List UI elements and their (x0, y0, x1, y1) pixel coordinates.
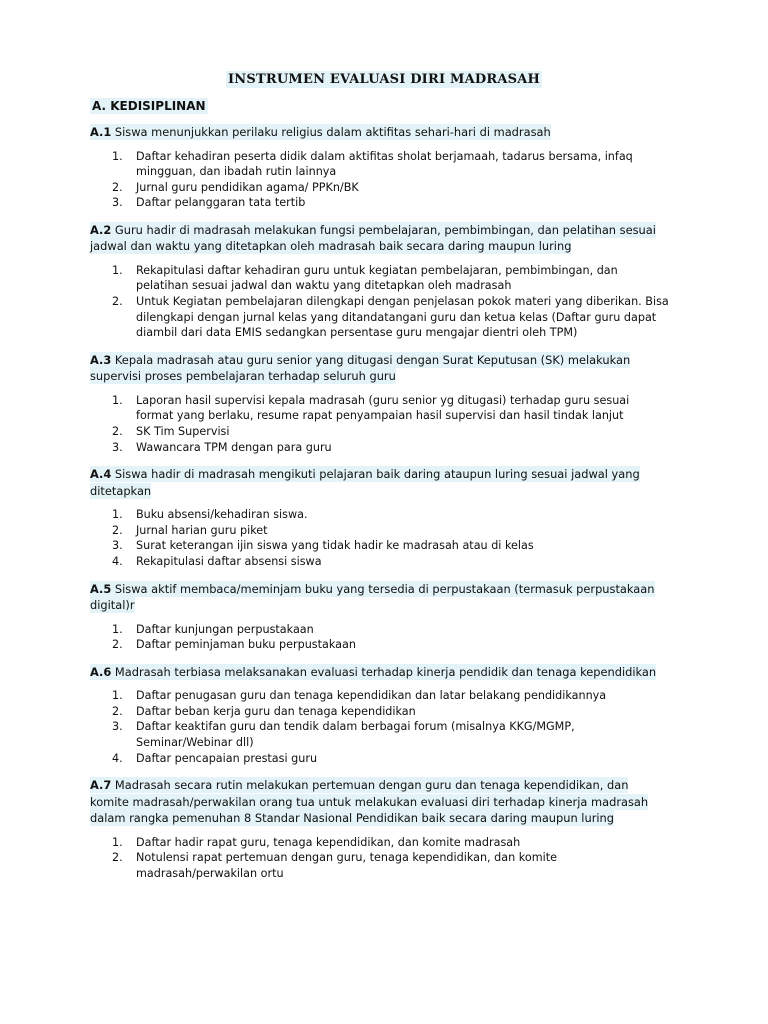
evidence-text: Daftar peminjaman buku perpustakaan (136, 638, 356, 652)
evidence-item (90, 622, 670, 638)
evidence-item (90, 850, 670, 881)
evidence-number: 3. (112, 720, 123, 734)
evidence-list (90, 507, 670, 569)
evidence-text: Daftar keaktifan guru dan tendik dalam berbagai forum (misalnya KKG/MGMP, Seminar/Webinar dll) (136, 720, 575, 750)
evidence-list (90, 263, 670, 341)
criterion-block (90, 664, 670, 766)
evidence-item (90, 538, 670, 554)
criterion-code: A.2 (90, 222, 112, 237)
evidence-number: 2. (112, 523, 123, 537)
evidence-item (90, 180, 670, 196)
evidence-number: 1. (112, 149, 123, 163)
evidence-list (90, 835, 670, 882)
evidence-text: Jurnal harian guru piket (136, 523, 268, 537)
criterion-highlight (90, 466, 640, 499)
evidence-text: SK Tim Supervisi (136, 425, 230, 439)
evidence-text: Untuk Kegiatan pembelajaran dilengkapi dengan penjelasan pokok materi yang diberikan. Bisa dilengkapi dengan jurnal kelas yang ditandatangani guru dan ketua kelas (Daftar guru dapat diambil dari data EMIS sedangkan persentase guru mengajar dientri oleh TPM) (136, 295, 669, 340)
evidence-list (90, 149, 670, 211)
evidence-item (90, 835, 670, 851)
criterion-heading (90, 777, 670, 827)
evidence-text: Wawancara TPM dengan para guru (136, 440, 332, 454)
section-heading (90, 99, 208, 113)
evidence-text: Rekapitulasi daftar absensi siswa (136, 555, 322, 568)
criterion-heading (90, 664, 670, 681)
evidence-item (90, 719, 670, 750)
evidence-item (90, 637, 670, 653)
evidence-item (90, 523, 670, 539)
criterion-block (90, 222, 670, 341)
evidence-number: 2. (112, 851, 123, 865)
evidence-list (90, 688, 670, 766)
document-title (0, 72, 768, 87)
evidence-number: 3. (112, 440, 123, 454)
criterion-heading (90, 466, 670, 499)
evidence-item (90, 704, 670, 720)
criterion-block (90, 777, 670, 881)
evidence-number: 2. (112, 295, 123, 309)
evidence-item (90, 424, 670, 440)
evidence-number: 1. (112, 835, 123, 849)
evidence-number: 4. (112, 751, 123, 765)
evidence-item (90, 688, 670, 704)
evidence-item (90, 294, 670, 341)
criterion-text: Siswa menunjukkan perilaku religius dalam aktifitas sehari-hari di madrasah (114, 125, 551, 139)
criterion-text: Guru hadir di madrasah melakukan fungsi pembelajaran, pembimbingan, dan pelatihan sesuai jadwal dan waktu yang ditetapkan oleh madrasah baik secara daring maupun luring (90, 222, 656, 254)
evidence-text: Jurnal guru pendidikan agama/ PPKn/BK (136, 180, 359, 194)
criterion-code: A.3 (90, 352, 112, 367)
criterion-code: A.7 (90, 778, 112, 793)
evidence-text: Rekapitulasi daftar kehadiran guru untuk kegiatan pembelajaran, pembimbingan, dan pelatihan sesuai jadwal dan waktu yang ditetapkan oleh madrasah (136, 263, 618, 293)
evidence-item (90, 751, 670, 767)
evidence-number: 2. (112, 638, 123, 652)
evidence-number: 1. (112, 393, 123, 407)
evidence-text: Daftar pelanggaran tata tertib (136, 196, 306, 210)
document-title-text: INSTRUMEN EVALUASI DIRI MADRASAH (228, 72, 540, 87)
evidence-text: Buku absensi/kehadiran siswa. (136, 508, 308, 522)
evidence-number: 1. (112, 689, 123, 703)
evidence-item (90, 263, 670, 294)
criterion-text: Madrasah secara rutin melakukan pertemuan dengan guru dan tenaga kependidikan, dan komite madrasah/perwakilan orang tua untuk melakukan evaluasi diri terhadap kinerja madrasah dalam rangka pemenuhan 8 Standar Nasional Pendidikan baik secara daring maupun luring (90, 778, 649, 826)
evidence-number: 3. (112, 539, 123, 553)
evidence-item (90, 195, 670, 211)
criterion-highlight (90, 581, 655, 614)
evidence-text: Daftar kehadiran peserta didik dalam aktifitas sholat berjamaah, tadarus bersama, infaq mingguan, dan ibadah rutin lainnya (136, 149, 633, 179)
criterion-heading (90, 581, 670, 614)
criterion-heading (90, 352, 670, 385)
evidence-text: Laporan hasil supervisi kepala madrasah (guru senior yg ditugasi) terhadap guru sesuai format yang berlaku, resume rapat penyampaian hasil supervisi dan hasil tindak lanjut (136, 393, 630, 423)
criterion-text: Siswa hadir di madrasah mengikuti pelajaran baik daring ataupun luring sesuai jadwal yang ditetapkan (90, 467, 640, 498)
evidence-item (90, 393, 670, 424)
evidence-number: 2. (112, 425, 123, 439)
criterion-highlight (90, 777, 648, 826)
criterion-code: A.4 (90, 467, 112, 482)
criterion-code: A.1 (90, 125, 112, 139)
criterion-block (90, 124, 670, 211)
criterion-code: A.5 (90, 581, 112, 596)
evidence-item (90, 554, 670, 570)
evidence-number: 4. (112, 555, 123, 568)
evidence-item (90, 440, 670, 456)
criterion-block (90, 581, 670, 653)
evidence-text: Surat keterangan ijin siswa yang tidak hadir ke madrasah atau di kelas (136, 539, 534, 553)
evidence-text: Daftar hadir rapat guru, tenaga kependidikan, dan komite madrasah (136, 835, 521, 849)
criterion-highlight (90, 124, 551, 140)
criteria-list (90, 124, 670, 893)
evidence-text: Daftar beban kerja guru dan tenaga kependidikan (136, 704, 416, 718)
evidence-list (90, 393, 670, 455)
evidence-text: Daftar kunjungan perpustakaan (136, 622, 314, 636)
section-heading-text: A. KEDISIPLINAN (92, 99, 206, 113)
evidence-number: 2. (112, 180, 123, 194)
evidence-item (90, 149, 670, 180)
criterion-text: Madrasah terbiasa melaksanakan evaluasi terhadap kinerja pendidik dan tenaga kependidikan (114, 664, 657, 679)
criterion-highlight (90, 664, 656, 680)
criterion-heading (90, 124, 670, 141)
evidence-number: 1. (112, 508, 123, 522)
criterion-block (90, 466, 670, 569)
criterion-code: A.6 (90, 664, 112, 679)
criterion-heading (90, 222, 670, 255)
evidence-number: 1. (112, 263, 123, 277)
criterion-highlight (90, 352, 630, 385)
criterion-highlight (90, 222, 656, 255)
evidence-text: Daftar pencapaian prestasi guru (136, 751, 318, 765)
evidence-number: 2. (112, 704, 123, 718)
criterion-block (90, 352, 670, 455)
evidence-text: Notulensi rapat pertemuan dengan guru, tenaga kependidikan, dan komite madrasah/perwakilan ortu (136, 851, 557, 880)
criterion-text: Siswa aktif membaca/meminjam buku yang tersedia di perpustakaan (termasuk perpustakaan digital)r (90, 581, 655, 613)
evidence-number: 3. (112, 196, 123, 210)
evidence-text: Daftar penugasan guru dan tenaga kependidikan dan latar belakang pendidikannya (136, 689, 607, 703)
evidence-item (90, 507, 670, 523)
criterion-text: Kepala madrasah atau guru senior yang ditugasi dengan Surat Keputusan (SK) melakukan supervisi proses pembelajaran terhadap seluruh guru (90, 352, 631, 384)
evidence-number: 1. (112, 622, 123, 636)
evidence-list (90, 622, 670, 653)
